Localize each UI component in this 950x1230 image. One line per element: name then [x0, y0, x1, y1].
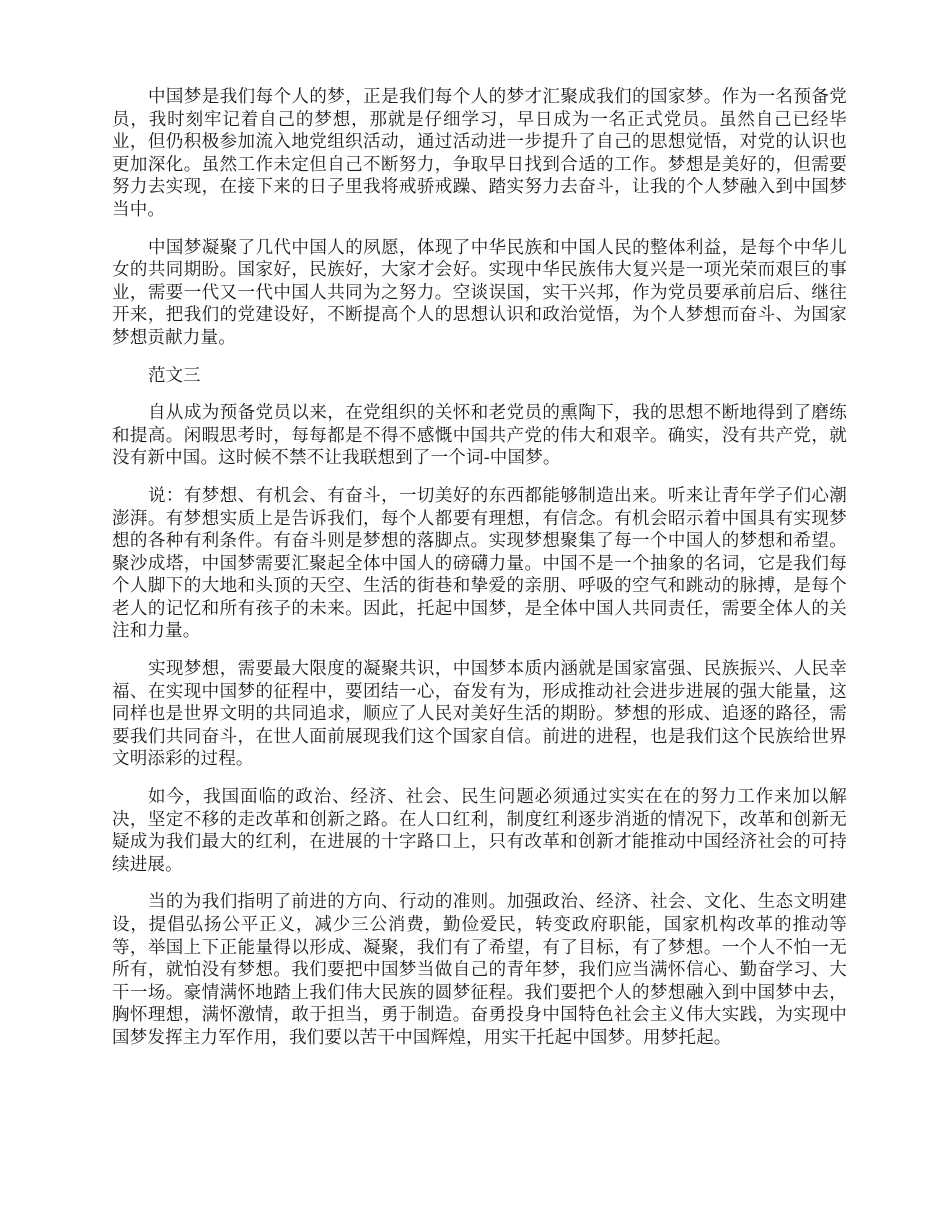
- paragraph-6: 如今，我国面临的政治、经济、社会、民生问题必须通过实实在在的努力工作来加以解决，坚定不移的走改革和创新之路。在人口红利，制度红利逐步消逝的情况下，改革和创新无疑成为我们最大的红利，在进展的十字路口上，只有改革和创新才能推动中国经济社会的可持续进展。: [112, 787, 847, 875]
- document-body: [112, 86, 847, 1065]
- paragraph-4: 说：有梦想、有机会、有奋斗，一切美好的东西都能够制造出来。听来让青年学子们心潮澎湃。有梦想实质上是告诉我们，每个人都要有理想，有信念。有机会昭示着中国具有实现梦想的各种有利条件。有奋斗则是梦想的落脚点。实现梦想聚集了每一个中国人的梦想和希望。聚沙成塔，中国梦需要汇聚起全体中国人的磅礴力量。中国不是一个抽象的名词，它是我们每个人脚下的大地和头顶的天空、生活的街巷和挚爱的亲朋、呼吸的空气和跳动的脉搏，是每个老人的记忆和所有孩子的未来。因此，托起中国梦，是全体中国人共同责任，需要全体人的关注和力量。: [112, 485, 847, 642]
- paragraph-7: 当的为我们指明了前进的方向、行动的准则。加强政治、经济、社会、文化、生态文明建设，提倡弘扬公平正义，减少三公消费，勤俭爱民，转变政府职能，国家机构改革的推动等等，举国上下正能量得以形成、凝聚，我们有了希望，有了目标，有了梦想。一个人不怕一无所有，就怕没有梦想。我们要把中国梦当做自己的青年梦，我们应当满怀信心、勤奋学习、大干一场。豪情满怀地踏上我们伟大民族的圆梦征程。我们要把个人的梦想融入到中国梦中去，胸怀理想，满怀激情，敢于担当，勇于制造。奋勇投身中国特色社会主义伟大实践，为实现中国梦发挥主力军作用，我们要以苦干中国辉煌，用实干托起中国梦。用梦托起。: [112, 892, 847, 1048]
- paragraph-5: 实现梦想，需要最大限度的凝聚共识，中国梦本质内涵就是国家富强、民族振兴、人民幸福、在实现中国梦的征程中，要团结一心，奋发有为，形成推动社会进步进展的强大能量，这同样也是世界文明的共同追求，顺应了人民对美好生活的期盼。梦想的形成、追逐的路径，需要我们共同奋斗，在世人面前展现我们这个国家自信。前进的进程，也是我们这个民族给世界文明添彩的过程。: [112, 659, 847, 770]
- paragraph-3: 自从成为预备党员以来，在党组织的关怀和老党员的熏陶下，我的思想不断地得到了磨练和提高。闲暇思考时，每每都是不得不感慨中国共产党的伟大和艰辛。确实，没有共产党，就没有新中国。这时候不禁不让我联想到了一个词-中国梦。: [112, 403, 847, 469]
- paragraph-2: 中国梦凝聚了几代中国人的夙愿，体现了中华民族和中国人民的整体利益，是每个中华儿女的共同期盼。国家好，民族好，大家才会好。实现中华民族伟大复兴是一项光荣而艰巨的事业，需要一代又一代中国人共同为之努力。空谈误国，实干兴邦，作为党员要承前启后、继往开来，把我们的党建设好，不断提高个人的思想认识和政治觉悟，为个人梦想而奋斗、为国家梦想贡献力量。: [112, 237, 847, 348]
- paragraph-1: 中国梦是我们每个人的梦，正是我们每个人的梦才汇聚成我们的国家梦。作为一名预备党员，我时刻牢记着自己的梦想，那就是仔细学习，早日成为一名正式党员。虽然自己已经毕业，但仍积极参加流入地党组织活动，通过活动进一步提升了自己的思想觉悟，对党的认识也更加深化。虽然工作未定但自己不断努力，争取早日找到合适的工作。梦想是美好的，但需要努力去实现，在接下来的日子里我将戒骄戒躁、踏实努力去奋斗，让我的个人梦融入到中国梦当中。: [112, 87, 847, 220]
- section-heading: 范文三: [148, 365, 201, 386]
